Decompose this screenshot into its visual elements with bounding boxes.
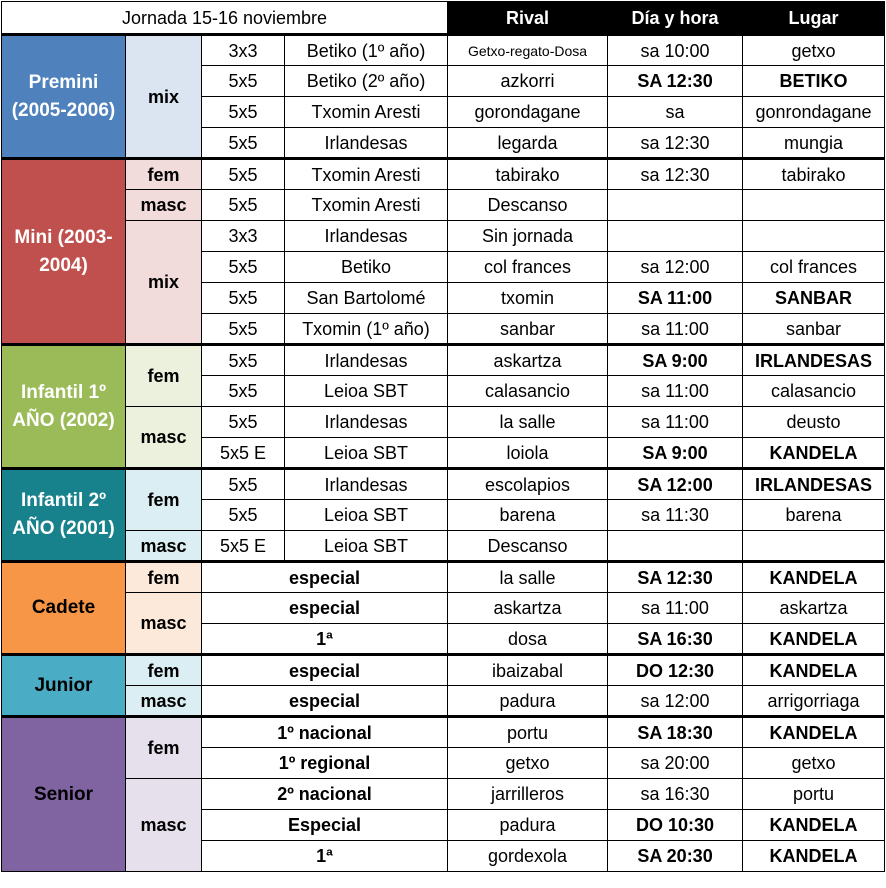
rival-cell: gordexola <box>448 841 608 872</box>
subgroup-masc: masc <box>126 407 202 469</box>
dia-cell: SA 11:00 <box>608 283 743 314</box>
rival-cell: padura <box>448 810 608 841</box>
rival-cell: legarda <box>448 128 608 159</box>
nivel-cell: Especial <box>202 810 448 841</box>
lugar-cell: getxo <box>743 748 885 779</box>
header-lugar: Lugar <box>743 2 885 35</box>
nivel-cell: especial <box>202 655 448 686</box>
lugar-cell: arrigorriaga <box>743 686 885 717</box>
equipo-cell: Txomin Aresti <box>285 97 448 128</box>
lugar-cell: KANDELA <box>743 810 885 841</box>
rival-cell: dosa <box>448 624 608 655</box>
modalidad-cell: 5x5 <box>202 283 285 314</box>
table-row <box>2 593 885 624</box>
lugar-cell <box>743 190 885 221</box>
rival-cell: escolapios <box>448 469 608 500</box>
table-row <box>2 686 885 717</box>
dia-cell: SA 12:30 <box>608 66 743 97</box>
rival-cell: askartza <box>448 593 608 624</box>
dia-cell: sa 10:00 <box>608 35 743 66</box>
subgroup-mix: mix <box>126 35 202 159</box>
lugar-cell: IRLANDESAS <box>743 469 885 500</box>
modalidad-cell: 5x5 <box>202 500 285 531</box>
equipo-cell: Leioa SBT <box>285 531 448 562</box>
lugar-cell: SANBAR <box>743 283 885 314</box>
equipo-cell: Irlandesas <box>285 407 448 438</box>
equipo-cell: Irlandesas <box>285 221 448 252</box>
lugar-cell: mungia <box>743 128 885 159</box>
subgroup-masc: masc <box>126 779 202 872</box>
nivel-cell: especial <box>202 562 448 593</box>
nivel-cell: especial <box>202 593 448 624</box>
lugar-cell <box>743 221 885 252</box>
nivel-cell: especial <box>202 686 448 717</box>
category-cadete: Cadete <box>2 562 126 655</box>
dia-cell: sa 12:00 <box>608 686 743 717</box>
equipo-cell: Irlandesas <box>285 128 448 159</box>
category-infantil-1: Infantil 1º AÑO (2002) <box>2 345 126 469</box>
modalidad-cell: 3x3 <box>202 35 285 66</box>
dia-cell: DO 12:30 <box>608 655 743 686</box>
table-row <box>2 407 885 438</box>
table-row <box>2 531 885 562</box>
category-junior: Junior <box>2 655 126 717</box>
subgroup-fem: fem <box>126 562 202 593</box>
rival-cell: la salle <box>448 562 608 593</box>
rival-cell: ibaizabal <box>448 655 608 686</box>
dia-cell: sa 12:30 <box>608 159 743 190</box>
dia-cell: SA 18:30 <box>608 717 743 748</box>
rival-cell: loiola <box>448 438 608 469</box>
subgroup-masc: masc <box>126 190 202 221</box>
lugar-cell: KANDELA <box>743 438 885 469</box>
nivel-cell: 1º nacional <box>202 717 448 748</box>
subgroup-mix: mix <box>126 221 202 345</box>
lugar-cell: sanbar <box>743 314 885 345</box>
modalidad-cell: 5x5 <box>202 314 285 345</box>
dia-cell: SA 9:00 <box>608 345 743 376</box>
table-row <box>2 717 885 748</box>
table-row <box>2 562 885 593</box>
rival-cell: padura <box>448 686 608 717</box>
modalidad-cell: 5x5 <box>202 469 285 500</box>
dia-cell: sa 11:00 <box>608 376 743 407</box>
table-row <box>2 190 885 221</box>
table-row <box>2 159 885 190</box>
rival-cell: getxo <box>448 748 608 779</box>
lugar-cell <box>743 531 885 562</box>
rival-cell: calasancio <box>448 376 608 407</box>
lugar-cell: getxo <box>743 35 885 66</box>
subgroup-masc: masc <box>126 686 202 717</box>
rival-cell: Descanso <box>448 531 608 562</box>
dia-cell: SA 16:30 <box>608 624 743 655</box>
category-senior: Senior <box>2 717 126 872</box>
nivel-cell: 2º nacional <box>202 779 448 810</box>
modalidad-cell: 5x5 <box>202 190 285 221</box>
subgroup-masc: masc <box>126 593 202 655</box>
dia-cell: SA 12:30 <box>608 562 743 593</box>
lugar-cell: barena <box>743 500 885 531</box>
nivel-cell: 1º regional <box>202 748 448 779</box>
equipo-cell: Betiko <box>285 252 448 283</box>
subgroup-fem: fem <box>126 159 202 190</box>
equipo-cell: Leioa SBT <box>285 376 448 407</box>
modalidad-cell: 5x5 <box>202 376 285 407</box>
subgroup-fem: fem <box>126 717 202 779</box>
subgroup-fem: fem <box>126 345 202 407</box>
lugar-cell: calasancio <box>743 376 885 407</box>
subgroup-fem: fem <box>126 655 202 686</box>
dia-cell: SA 20:30 <box>608 841 743 872</box>
modalidad-cell: 5x5 E <box>202 531 285 562</box>
rival-cell: barena <box>448 500 608 531</box>
dia-cell: sa 11:30 <box>608 500 743 531</box>
equipo-cell: Betiko (2º año) <box>285 66 448 97</box>
category-mini: Mini (2003-2004) <box>2 159 126 345</box>
header-dia-hora: Día y hora <box>608 2 743 35</box>
rival-cell: azkorri <box>448 66 608 97</box>
rival-cell: txomin <box>448 283 608 314</box>
lugar-cell: KANDELA <box>743 562 885 593</box>
modalidad-cell: 5x5 <box>202 66 285 97</box>
dia-cell: sa <box>608 97 743 128</box>
dia-cell: sa 12:30 <box>608 128 743 159</box>
equipo-cell: Leioa SBT <box>285 500 448 531</box>
jornada-title: Jornada 15-16 noviembre <box>2 2 448 35</box>
nivel-cell: 1ª <box>202 841 448 872</box>
lugar-cell: KANDELA <box>743 841 885 872</box>
equipo-cell: Txomin (1º año) <box>285 314 448 345</box>
header-row <box>2 2 885 35</box>
schedule-table <box>1 1 885 872</box>
dia-cell: sa 16:30 <box>608 779 743 810</box>
subgroup-masc: masc <box>126 531 202 562</box>
dia-cell: sa 12:00 <box>608 252 743 283</box>
dia-cell: SA 12:00 <box>608 469 743 500</box>
rival-cell: gorondagane <box>448 97 608 128</box>
modalidad-cell: 5x5 <box>202 128 285 159</box>
rival-cell: Descanso <box>448 190 608 221</box>
header-rival: Rival <box>448 2 608 35</box>
lugar-cell: KANDELA <box>743 624 885 655</box>
dia-cell: sa 11:00 <box>608 314 743 345</box>
dia-cell <box>608 221 743 252</box>
modalidad-cell: 5x5 <box>202 345 285 376</box>
modalidad-cell: 5x5 <box>202 252 285 283</box>
lugar-cell: askartza <box>743 593 885 624</box>
lugar-cell: portu <box>743 779 885 810</box>
rival-cell: askartza <box>448 345 608 376</box>
rival-cell: tabirako <box>448 159 608 190</box>
nivel-cell: 1ª <box>202 624 448 655</box>
lugar-cell: KANDELA <box>743 655 885 686</box>
table-row <box>2 779 885 810</box>
table-row <box>2 655 885 686</box>
equipo-cell: Irlandesas <box>285 345 448 376</box>
rival-cell: jarrilleros <box>448 779 608 810</box>
lugar-cell: col frances <box>743 252 885 283</box>
modalidad-cell: 5x5 E <box>202 438 285 469</box>
dia-cell: sa 20:00 <box>608 748 743 779</box>
table-row <box>2 469 885 500</box>
equipo-cell: Irlandesas <box>285 469 448 500</box>
lugar-cell: gonrondagane <box>743 97 885 128</box>
table-row <box>2 345 885 376</box>
rival-cell: la salle <box>448 407 608 438</box>
lugar-cell: KANDELA <box>743 717 885 748</box>
equipo-cell: Txomin Aresti <box>285 159 448 190</box>
category-infantil-2: Infantil 2º AÑO (2001) <box>2 469 126 562</box>
equipo-cell: San Bartolomé <box>285 283 448 314</box>
dia-cell: sa 11:00 <box>608 593 743 624</box>
equipo-cell: Leioa SBT <box>285 438 448 469</box>
rival-cell: Sin jornada <box>448 221 608 252</box>
dia-cell <box>608 190 743 221</box>
dia-cell <box>608 531 743 562</box>
lugar-cell: tabirako <box>743 159 885 190</box>
category-premini: Premini (2005-2006) <box>2 35 126 159</box>
dia-cell: SA 9:00 <box>608 438 743 469</box>
subgroup-fem: fem <box>126 469 202 531</box>
dia-cell: sa 11:00 <box>608 407 743 438</box>
equipo-cell: Betiko (1º año) <box>285 35 448 66</box>
table-row <box>2 35 885 66</box>
rival-cell: sanbar <box>448 314 608 345</box>
table-row <box>2 221 885 252</box>
modalidad-cell: 5x5 <box>202 159 285 190</box>
rival-cell: portu <box>448 717 608 748</box>
modalidad-cell: 5x5 <box>202 97 285 128</box>
equipo-cell: Txomin Aresti <box>285 190 448 221</box>
rival-cell: Getxo-regato-Dosa <box>448 35 608 66</box>
rival-cell: col frances <box>448 252 608 283</box>
lugar-cell: IRLANDESAS <box>743 345 885 376</box>
lugar-cell: BETIKO <box>743 66 885 97</box>
modalidad-cell: 3x3 <box>202 221 285 252</box>
modalidad-cell: 5x5 <box>202 407 285 438</box>
lugar-cell: deusto <box>743 407 885 438</box>
dia-cell: DO 10:30 <box>608 810 743 841</box>
